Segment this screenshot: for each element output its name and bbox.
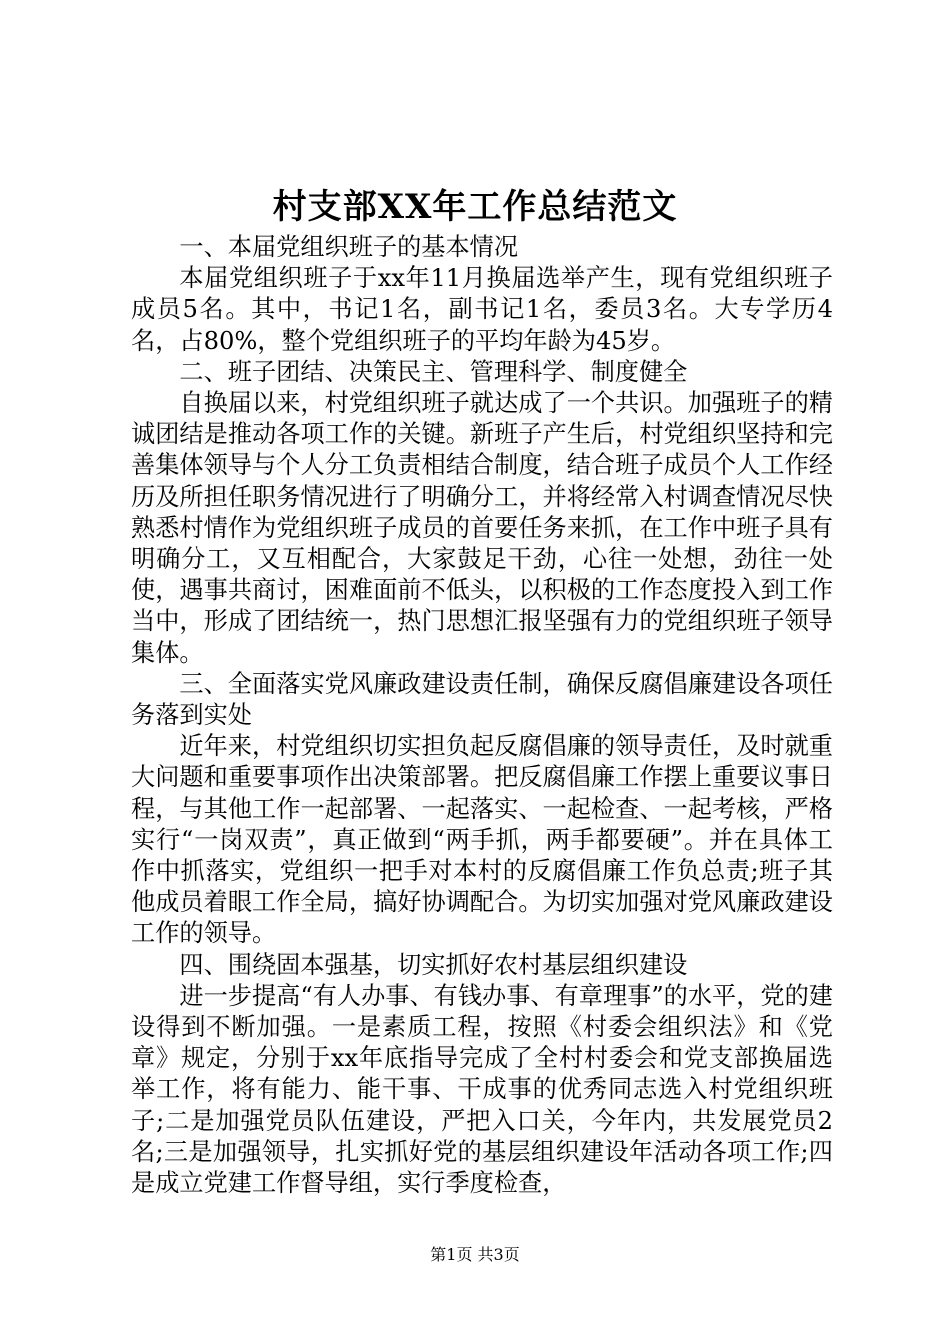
paragraph-4: 进一步提高“有人办事、有钱办事、有章理事”的水平，党的建设得到不断加强。一是素质工程，按照《村委会组织法》和《党章》规定，分别于xx年底指导完成了全村村委会和党支部换届选举工作，将有能力、能干事、干成事的优秀同志选入村党组织班子;二是加强党员队伍建设，严把入口关，今年内，共发展党员2名;三是加强领导，扎实抓好党的基层组织建设年活动各项工作;四是成立党建工作督导组，实行季度检查， xyxy=(131,981,833,1198)
section-heading-4: 四、围绕固本强基，切实抓好农村基层组织建设 xyxy=(179,950,688,979)
document-body xyxy=(131,232,833,1199)
section-heading-2: 二、班子团结、决策民主、管理科学、制度健全 xyxy=(179,357,688,386)
document-title: 村支部XX年工作总结范文 xyxy=(272,187,678,227)
section-heading-3: 三、全面落实党风廉政建设责任制，确保反腐倡廉建设各项任务落到实处 xyxy=(131,669,833,730)
paragraph-2: 自换届以来，村党组织班子就达成了一个共识。加强班子的精诚团结是推动各项工作的关键。新班子产生后，村党组织坚持和完善集体领导与个人分工负责相结合制度，结合班子成员个人工作经历及所担任职务情况进行了明确分工，并将经常入村调查情况尽快熟悉村情作为党组织班子成员的首要任务来抓，在工作中班子具有明确分工，又互相配合，大家鼓足干劲，心往一处想，劲往一处使，遇事共商讨，困难面前不低头，以积极的工作态度投入到工作当中，形成了团结统一，热门思想汇报坚强有力的党组织班子领导集体。 xyxy=(131,389,833,667)
page-number-footer: 第1页 共3页 xyxy=(430,1245,520,1264)
section-heading-1: 一、本届党组织班子的基本情况 xyxy=(179,233,519,261)
paragraph-1: 本届党组织班子于xx年11月换届选举产生，现有党组织班子成员5名。其中，书记1名，副书记1名，委员3名。大专学历4名，占80%，整个党组织班子的平均年龄为45岁。 xyxy=(131,264,833,355)
paragraph-3: 近年来，村党组织切实担负起反腐倡廉的领导责任，及时就重大问题和重要事项作出决策部署。把反腐倡廉工作摆上重要议事日程，与其他工作一起部署、一起落实、一起检查、一起考核，严格实行“一岗双责”，真正做到“两手抓，两手都要硬”。并在具体工作中抓落实，党组织一把手对本村的反腐倡廉工作负总责;班子其他成员着眼工作全局，搞好协调配合。为切实加强对党风廉政建设工作的领导。 xyxy=(131,732,833,948)
